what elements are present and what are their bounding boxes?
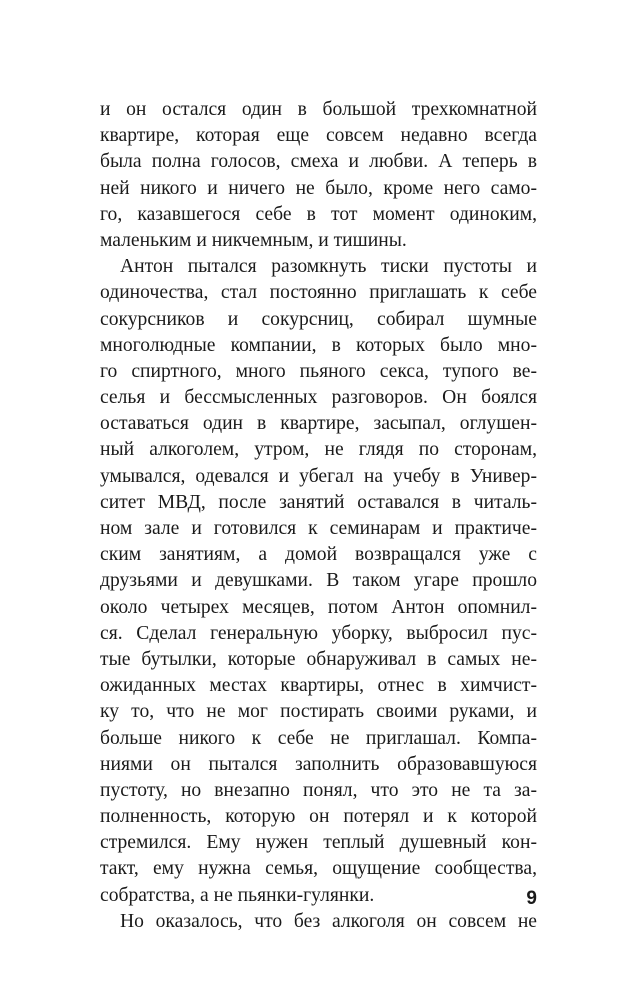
text-line: была полна голосов, смеха и любви. А теперь в — [100, 151, 537, 173]
text-line: полненность, которую он потерял и к которой — [100, 806, 537, 828]
page-number: 9 — [526, 888, 537, 909]
text-line: ся. Сделал генеральную уборку, выбросил пус- — [100, 622, 537, 644]
text-line: ниями он пытался заполнить образовавшуюся — [100, 753, 537, 775]
text-line: собратства, а не пьянки-гулянки. — [100, 884, 375, 906]
text-line: го спиртного, много пьяного секса, тупого ве- — [100, 360, 537, 382]
text-line: друзьями и девушками. В таком угаре прошло — [100, 570, 537, 592]
text-line: ским занятиям, а домой возвращался уже с — [100, 544, 537, 566]
text-line: одиночества, стал постоянно приглашать к себе — [100, 282, 537, 304]
text-line: около четырех месяцев, потом Антон опомнил- — [100, 596, 537, 618]
text-line: многолюдные компании, в которых было мно- — [100, 334, 537, 356]
text-line: пустоту, но внезапно понял, что это не та за- — [100, 779, 537, 801]
text-line: маленьким и никчемным, и тишины. — [100, 229, 407, 251]
text-line: стремился. Ему нужен теплый душевный кон- — [100, 832, 537, 854]
text-line: оставаться один в квартире, засыпал, оглушен- — [100, 413, 537, 435]
text-line: ный алкоголем, утром, не глядя по сторонам, — [100, 439, 537, 461]
text-line: тые бутылки, которые обнаруживал в самых не- — [100, 648, 537, 670]
text-line: ситет МВД, после занятий оставался в читаль- — [100, 491, 537, 513]
text-line: ку то, что не мог постирать своими руками, и — [100, 701, 537, 723]
text-line: и он остался один в большой трехкомнатной — [100, 99, 537, 120]
text-line: квартире, которая еще совсем недавно всегда — [100, 125, 537, 147]
text-line: такт, ему нужна семья, ощущение сообщества, — [100, 858, 537, 880]
text-line: сокурсников и сокурсниц, собирал шумные — [100, 308, 537, 330]
text-line: ней никого и ничего не было, кроме него само- — [100, 177, 537, 199]
text-line: умывался, одевался и убегал на учебу в Универ- — [100, 465, 537, 487]
text-line: го, казавшегося себе в тот момент одиноким, — [100, 203, 537, 225]
text-line: селья и бессмысленных разговоров. Он боялся — [100, 387, 537, 409]
text-line: Но оказалось, что без алкоголя он совсем не — [120, 910, 537, 932]
text-line: ожиданных местах квартиры, отнес в химчист- — [100, 675, 537, 697]
text-line: больше никого к себе не приглашал. Компа- — [100, 727, 537, 749]
body-text — [100, 97, 537, 935]
text-line: Антон пытался разомкнуть тиски пустоты и — [120, 256, 537, 278]
text-line: ном зале и готовился к семинарам и практиче- — [100, 518, 537, 539]
